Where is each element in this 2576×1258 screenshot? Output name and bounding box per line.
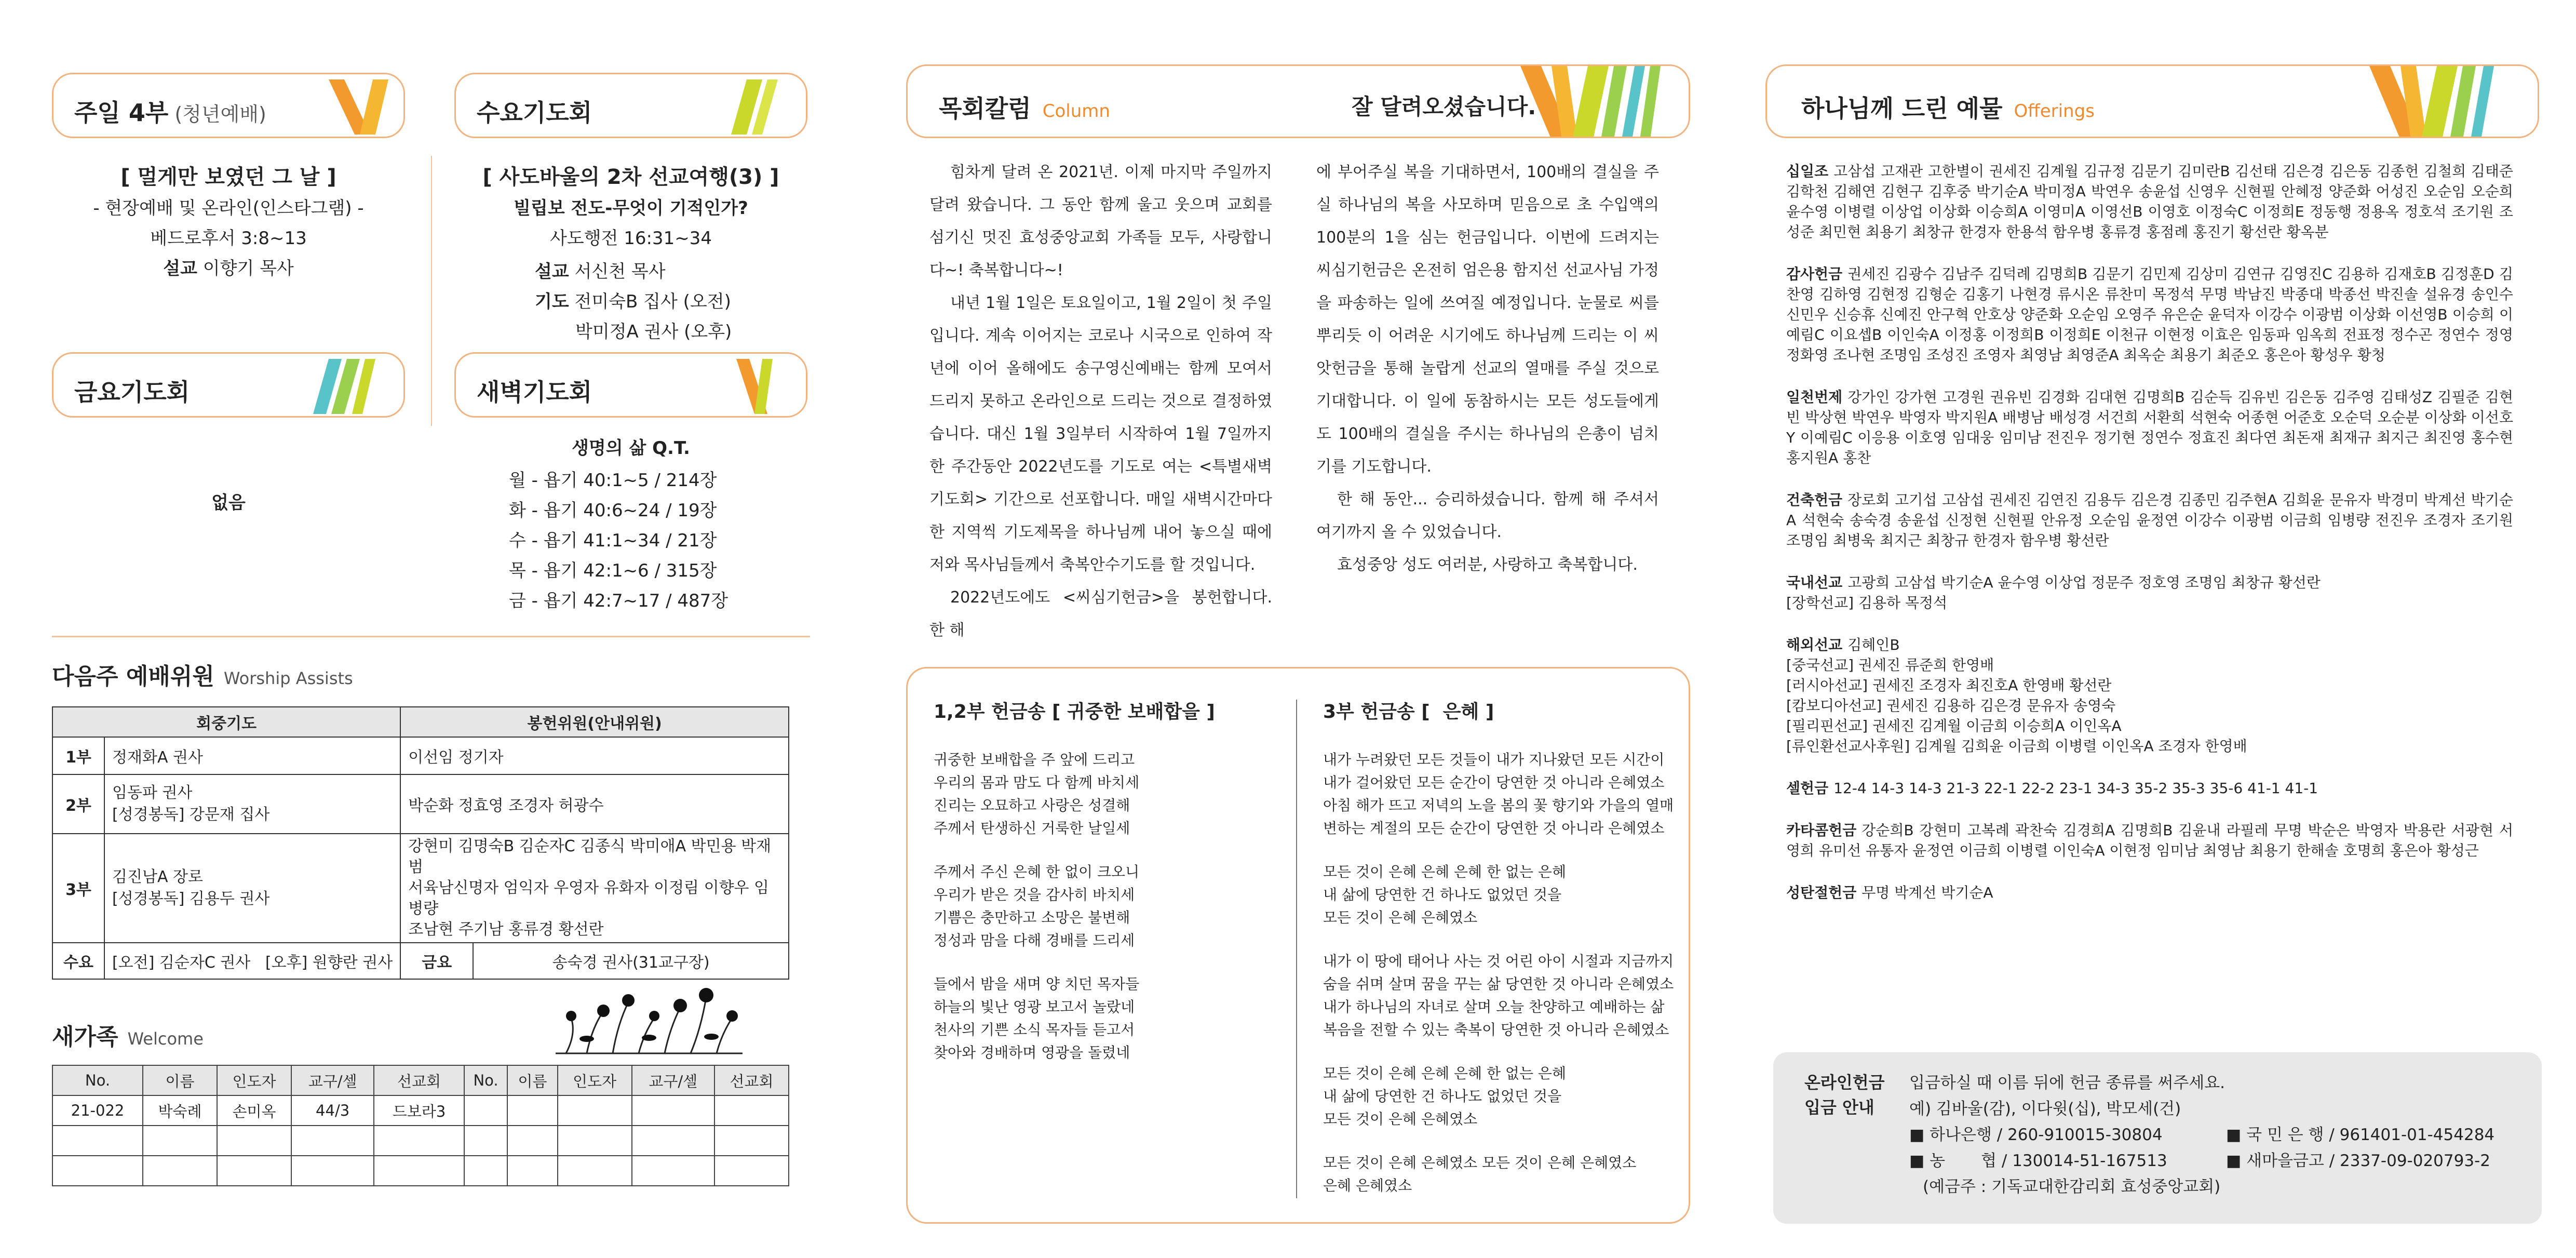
table-row: 3부 김진남A 장로 [성경봉독] 김용두 권사 강현미 김명숙B 김순자C 김종식 박미애A 박민용 박재범 서육남신명자 엄익자 우영자 유화자 이정림 이향우 임병량 조남현 주기남 홍류경 황선란: [52, 834, 789, 943]
dawn-item: 금 - 욥기 42:7~17 / 487장: [509, 591, 729, 611]
list-item: 셀헌금 12-4 14-3 14-3 21-3 22-1 22-2 23-1 34-3 35-2 35-3 35-6 41-1 41-1: [1786, 780, 2318, 797]
column-left-text: 힘차게 달려 온 2021년. 이제 마지막 주일까지 달려 왔습니다. 그 동안 함께 울고 웃으며 교회를 섬기신 멋진 효성중앙교회 가족들 모두, 사랑합니다~! 축복합니다~! 내년 1월 1일은 토요일이고, 1월 2일이 첫 주일입니다. 계속 이어지는 코로나 시국으로 인하여 작년에 이어 올해에도 송구영신예배는 함께 모여서 드리지 못하고 온라인으로 드리는 것으로 결정하였습니다. 대신 1월 3일부터 시작하여 1월 7일까지 한 주간동안 2022년도를 기도로 여는 <특별새벽기도회> 기간으로 선포합니다. 매일 새벽시간마다 한 지역씩 기도제목을 하나님께 내어 놓으실 때에 저와 목사님들께서 축복안수기도를 할 것입니다. 2022년도에도 <씨심기헌금>을 봉헌합니다. 한 해: [929, 163, 1272, 639]
column-title: 목회칼럼: [939, 95, 1031, 123]
wednesday-prayer-2: 박미정A 권사 (오후): [575, 322, 732, 342]
hymn-12: 1,2부 헌금송 [ 귀중한 보배합을 ] 귀중한 보배합을 주 앞에 드리고 우리의 몸과 맘도 다 함께 바치세 진리는 오묘하고 사랑은 성결해 주께서 탄생하신 거룩한 날일세 주께서 주신 은혜 한 없이 크오니 우리가 받은 것을 감사히 바치세 기쁨은 충만하고 소망은 불변해 정성과 맘을 다해 경배를 드리세 들에서 밤을 새며 양 치던 목자들 하늘의 빛난 영광 보고서 놀랐네 천사의 기쁜 소식 목자들 듣고서 찾아와 경배하며 영광을 돌렸네: [934, 697, 1287, 1085]
account-bank-kookmin: ■ 국 민 은 행 / 961401-01-454284: [2226, 1126, 2495, 1144]
dawn-item: 월 - 욥기 40:1~5 / 214장: [509, 470, 717, 491]
wednesday-subtitle: 빌립보 전도-무엇이 기적인가?: [514, 198, 748, 219]
wednesday-preacher-label: 설교: [535, 261, 569, 282]
list-item: 건축헌금 장로회 고기섭 고삼섭 권세진 김연진 김용두 김은경 김종민 김주현A 김희윤 문유자 박경미 박계선 박기순A 석현숙 송숙경 송윤섭 신정현 신현필 안유정 오순임 윤정연 이강수 이광범 이금희 임병량 전진우 조경자 조기원 조명임 최병욱 최지근 최창규 한경자 함우병 황선란: [1786, 491, 2513, 549]
offerings-list: [1786, 161, 2513, 925]
worship-table: [52, 706, 789, 980]
worship-col-ushers: 봉헌위원(안내위원): [400, 707, 789, 737]
account-example: 예) 김바울(감), 이다윗(십), 박모세(건): [1909, 1100, 2181, 1118]
table-row: 21-022 박숙례 손미옥 44/3 드보라3: [52, 1095, 789, 1126]
hymn-box: [906, 667, 1690, 1224]
flower-illustration-icon: [556, 976, 743, 1054]
account-instruction: 입금하실 때 이름 뒤에 헌금 종류를 써주세요.: [1909, 1074, 2226, 1092]
worship-title: 다음주 예배위원 Worship Assists: [52, 663, 353, 690]
hymn-3-title: 3부 헌금송 [ 은혜 ]: [1323, 701, 1494, 722]
divider: [1296, 700, 1297, 1198]
list-item: 해외선교 김혜인B [중국선교] 권세진 류준희 한영배 [러시아선교] 권세진 조경자 최진호A 한영배 황선란 [캄보디아선교] 권세진 김용하 김은경 문유자 송영숙 [필리핀선교] 권세진 김계월 이금희 이승희A 이인옥A [류인환선교사후원] 김계월 김희윤 이금희 이병렬 이인옥A 조경자 한영배: [1786, 636, 2247, 755]
stripe-decoration-icon: [1515, 66, 1687, 138]
wednesday-sermon-title: [ 사도바울의 2차 선교여행(3) ]: [482, 165, 779, 189]
hymn-12-title: 1,2부 헌금송 [ 귀중한 보배합을 ]: [934, 701, 1215, 722]
account-bank-mg: ■ 새마을금고 / 2337-09-020793-2: [2226, 1152, 2490, 1170]
stripe-decoration-icon: [2364, 66, 2535, 138]
list-item: 성탄절헌금 무명 박계선 박기순A: [1786, 884, 1993, 901]
wednesday-prayer-1: 전미숙B 집사 (오전): [574, 291, 731, 312]
stripe-decoration-icon: [323, 79, 401, 135]
offerings-title: 하나님께 드린 예물: [1801, 95, 2003, 123]
wednesday-staff: [535, 257, 846, 347]
friday-header: [52, 352, 405, 418]
welcome-table: No. 이름 인도자 교구/셀 선교회 No. 이름 인도자 교구/셀 선교회 21-022 박숙례 손미옥 44/3 드보라3: [52, 1065, 789, 1186]
divider: [52, 636, 810, 637]
worship-col-prayer: 회중기도: [52, 707, 400, 737]
wednesday-content: [454, 161, 807, 253]
stripe-decoration-icon: [313, 359, 401, 414]
offerings-title-en: Offerings: [2014, 101, 2095, 122]
table-row: [52, 1126, 789, 1156]
sunday4-sermon-title: [ 멀게만 보였던 그 날 ]: [120, 165, 336, 189]
welcome-title-en: Welcome: [127, 1029, 204, 1049]
column-right-text: 에 부어주실 복을 기대하면서, 100배의 결실을 주실 하나님의 복을 사모하며 믿음으로 초 수입액의 100분의 1을 심는 헌금입니다. 이번에 드려지는 씨심기헌금은 온전히 엄은용 함지선 선교사님 가정을 파송하는 일에 쓰여질 예정입니다. 눈물로 씨를 뿌리듯 이 어려운 시기에도 하나님께 드리는 이 씨앗헌금을 통해 놀랍게 선교의 열매를 주실 것으로 기대합니다. 이 일에 동참하시는 모든 성도들에게도 100배의 결실을 주시는 하나님의 은총이 넘치기를 기도합니다. 한 해 동안... 승리하셨습니다. 함께 해 주셔서 여기까지 올 수 있었습니다. 효성중앙 성도 여러분, 사랑하고 축복합니다.: [1316, 163, 1659, 574]
dawn-list: [509, 465, 800, 616]
dawn-item: 수 - 욥기 41:1~34 / 21장: [509, 530, 717, 551]
sunday4-title: 주일 4부: [74, 99, 169, 127]
sunday4-subtitle: (청년예배): [174, 103, 266, 126]
list-item: 카타콤헌금 강순희B 강현미 고복례 곽찬숙 김경희A 김명희B 김윤내 라필레 무명 박순은 박영자 박용란 서광현 서영희 유미선 유통자 윤정연 이금희 이병렬 이인숙A 이현정 임미남 최영남 최용기 한해솔 호명희 홍은아 황성근: [1786, 822, 2513, 859]
column-header: [906, 64, 1690, 138]
account-label-deposit: 입금 안내: [1804, 1098, 1874, 1117]
offerings-header: [1765, 64, 2539, 138]
column-title-en: Column: [1042, 101, 1110, 122]
stripe-decoration-icon: [726, 79, 804, 135]
account-bank-nh: ■ 농 협 / 130014-51-167513: [1909, 1152, 2167, 1170]
friday-title: 금요기도회: [74, 378, 190, 406]
sunday4-content: [52, 161, 405, 284]
list-item: 일천번제 강가인 강가현 고경원 권유빈 김경화 김대현 김명희B 김순득 김유빈 김은동 김주영 김태성Z 김필준 김현빈 박상현 박연우 박영자 박지원A 배병남 배성경 서건희 서환희 석현숙 어종현 어준호 오순덕 오순분 이상화 이선호Y 이예림C 이응용 이호영 임대웅 임미남 전진우 정기현 정연수 정효진 최다연 최돈재 최재규 최지근 최진영 홍수현 홍지원A 홍찬: [1786, 389, 2513, 466]
friday-content: 없음: [211, 492, 246, 513]
table-row: 수요 [오전] 김순자C 권사 [오후] 원향란 권사 금요 송숙경 권사(31교구장): [52, 943, 789, 979]
stripe-decoration-icon: [726, 359, 804, 414]
account-label-online: 온라인헌금: [1804, 1073, 1885, 1092]
account-bank-hana: ■ 하나은행 / 260-910015-30804: [1909, 1126, 2163, 1144]
dawn-item: 화 - 욥기 40:6~24 / 19장: [509, 500, 717, 521]
dawn-item: 목 - 욥기 42:1~6 / 315장: [509, 560, 717, 581]
hymn-3: 3부 헌금송 [ 은혜 ] 내가 누려왔던 모든 것들이 내가 지나왔던 모든 시간이 내가 걸어왔던 모든 순간이 당연한 것 아니라 은혜였소 아침 해가 뜨고 저녁의 노을 봄의 꽃 향기와 가을의 열매 변하는 계절의 모든 순간이 당연한 것 아니라 은혜였소 모든 것이 은혜 은혜 은혜 한 없는 은혜 내 삶에 당연한 건 하나도 없었던 것을 모든 것이 은혜 은혜였소 내가 이 땅에 태어나 사는 것 어린 아이 시절과 지금까지 숨을 쉬며 살며 꿈을 꾸는 삶 당연한 것 아니라 은혜였소 내가 하나님의 자녀로 살며 오늘 찬양하고 예배하는 삶 복음을 전할 수 있는 축복이 당연한 것 아니라 은혜였소 모든 것이 은혜 은혜 은혜 한 없는 은혜 내 삶에 당연한 건 하나도 없었던 것을 모든 것이 은혜 은혜였소 모든 것이 은혜 은혜였소 모든 것이 은혜 은혜였소 은혜 은혜였소: [1323, 697, 1687, 1218]
wednesday-preacher: 서신천 목사: [574, 261, 666, 282]
table-row: 1부 정재화A 권사 이선임 정기자: [52, 737, 789, 774]
sunday4-format: - 현장예배 및 온라인(인스타그램) -: [93, 198, 364, 219]
sunday4-header: [52, 73, 405, 138]
table-row: [52, 1156, 789, 1186]
dawn-subtitle: 생명의 삶 Q.T.: [572, 438, 690, 459]
sunday4-preacher: 이향기 목사: [203, 258, 294, 279]
sunday4-preacher-label: 설교: [163, 258, 197, 279]
worship-title-en: Worship Assists: [223, 668, 353, 688]
divider: [431, 156, 432, 426]
account-holder: (예금주 : 기독교대한감리회 효성중앙교회): [1923, 1177, 2221, 1196]
dawn-title: 새벽기도회: [477, 378, 592, 406]
welcome-title: 새가족 Welcome: [52, 1024, 204, 1050]
table-row: 2부 임동파 권사 [성경봉독] 강문재 집사 박순화 정효영 조경자 허광수: [52, 774, 789, 834]
list-item: 십일조 고삼섭 고재관 고한별이 권세진 김계월 김규정 김문기 김미란B 김선태 김은경 김은동 김종헌 김철희 김태준 김학천 김해연 김현구 김후중 박기순A 박미정A 박연우 송윤섭 신영우 신현필 안혜정 양준화 어성진 오순임 오순희 윤수영 이병렬 이상업 이상화 이승희A 이영미A 이영선B 이영호 이정숙C 이정희E 정동행 정용옥 정호석 조기원 조성준 최민현 최용기 최창규 한경자 한용석 함우병 홍류경 홍점례 홍진기 황선란 황옥분: [1786, 163, 2513, 240]
list-item: 국내선교 고광희 고삼섭 박기순A 윤수영 이상업 정문주 정호영 조명임 최창규 황선란 [장학선교] 김용하 목정석: [1786, 574, 2321, 611]
wednesday-header: [454, 73, 807, 138]
wednesday-title: 수요기도회: [477, 99, 592, 127]
list-item: 감사헌금 권세진 김광수 김남주 김덕례 김명희B 김문기 김민제 김상미 김연규 김영진C 김용하 김재호B 김정훈D 김찬영 김하영 김현정 김형순 김홍기 나현경 류시온 류찬미 목정석 무명 박남진 박종대 박종선 박진솔 설유경 송인수 신민우 신승휴 신예진 안구혁 안호상 양준화 오순임 오영주 유은순 윤덕자 이강수 이광범 이상화 이선영B 이승희 이예림C 이요셉B 이인숙A 이정홍 이정희B 이정희E 이천규 이현정 이효은 임동파 임옥희 전표정 정수곤 정연수 정영 정화영 조나현 조명임 조성진 조영자 최영남 최영준A 최옥순 최용기 최준오 홍은아 황성우 황청: [1786, 265, 2513, 364]
sunday4-scripture: 베드로후서 3:8~13: [150, 228, 307, 249]
account-box: [1773, 1052, 2542, 1224]
wednesday-scripture: 사도행전 16:31~34: [550, 228, 712, 249]
column-headline: 잘 달려오셨습니다.: [1352, 94, 1536, 119]
dawn-header: [454, 352, 807, 418]
wednesday-prayer-label: 기도: [535, 291, 569, 312]
